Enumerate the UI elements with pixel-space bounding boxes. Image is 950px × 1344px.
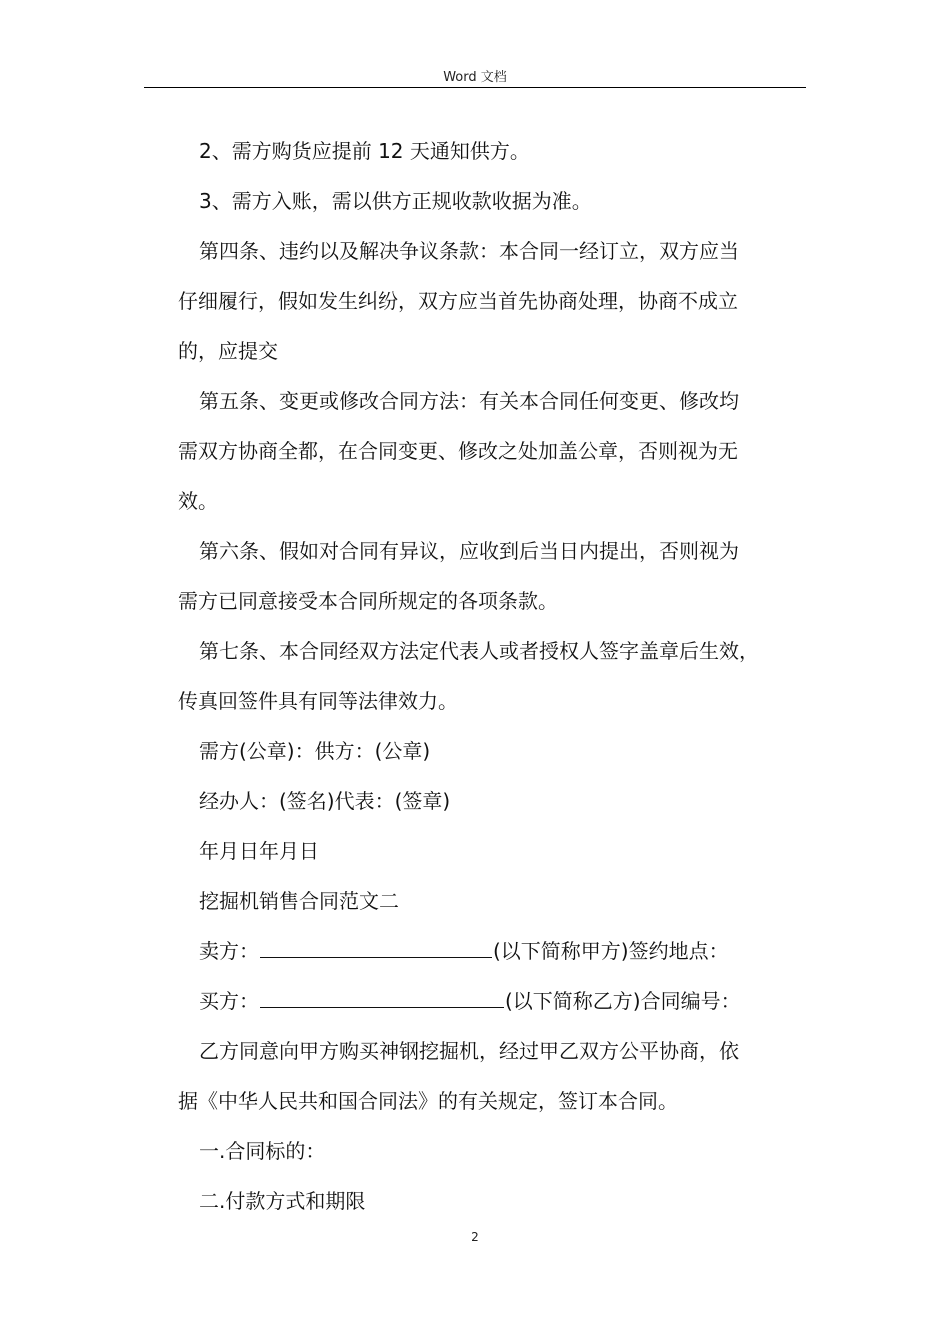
article-four-line-3: 的，应提交 xyxy=(178,339,278,363)
signature-agent-line: 经办人：(签名)代表：(签章) xyxy=(199,789,451,813)
intro-line-1: 乙方同意向甲方购买神钢挖掘机，经过甲乙双方公平协商，依 xyxy=(199,1039,739,1063)
document-body xyxy=(178,126,818,1226)
seller-blank xyxy=(260,937,492,958)
buyer-blank xyxy=(260,987,504,1008)
clause-subject: 一.合同标的： xyxy=(199,1139,326,1163)
buyer-label: 买方： xyxy=(199,989,259,1013)
section-title: 挖掘机销售合同范文二 xyxy=(199,889,399,913)
signature-date-line: 年月日年月日 xyxy=(199,839,319,863)
buyer-line xyxy=(178,976,818,1026)
intro-line-2: 据《中华人民共和国合同法》的有关规定，签订本合同。 xyxy=(178,1089,678,1113)
clause-payment: 二.付款方式和期限 xyxy=(199,1189,366,1213)
article-seven-line-1: 第七条、本合同经双方法定代表人或者授权人签字盖章后生效， xyxy=(199,639,759,663)
article-six-line-1: 第六条、假如对合同有异议，应收到后当日内提出，否则视为 xyxy=(199,539,739,563)
paragraph-receipt: 3、需方入账，需以供方正规收款收据为准。 xyxy=(199,189,592,213)
article-six-line-2: 需方已同意接受本合同所规定的各项条款。 xyxy=(178,589,558,613)
seller-line xyxy=(178,926,818,976)
signature-seal-line: 需方(公章)：供方：(公章) xyxy=(199,739,431,763)
article-seven-line-2: 传真回签件具有同等法律效力。 xyxy=(178,689,458,713)
buyer-suffix: (以下简称乙方)合同编号： xyxy=(505,989,741,1013)
page-number: 2 xyxy=(471,1230,479,1244)
paragraph-delivery-notice: 2、需方购货应提前 12 天通知供方。 xyxy=(199,139,530,163)
article-five-line-1: 第五条、变更或修改合同方法：有关本合同任何变更、修改均 xyxy=(199,389,739,413)
article-four-line-1: 第四条、违约以及解决争议条款：本合同一经订立，双方应当 xyxy=(199,239,739,263)
article-five-line-2: 需双方协商全都，在合同变更、修改之处加盖公章，否则视为无 xyxy=(178,439,738,463)
seller-label: 卖方： xyxy=(199,939,259,963)
header-divider xyxy=(144,87,806,88)
article-five-line-3: 效。 xyxy=(178,489,218,513)
seller-suffix: (以下简称甲方)签约地点： xyxy=(493,939,729,963)
article-four-line-2: 仔细履行，假如发生纠纷，双方应当首先协商处理，协商不成立 xyxy=(178,289,738,313)
page-header-title: Word 文档 xyxy=(443,70,507,85)
